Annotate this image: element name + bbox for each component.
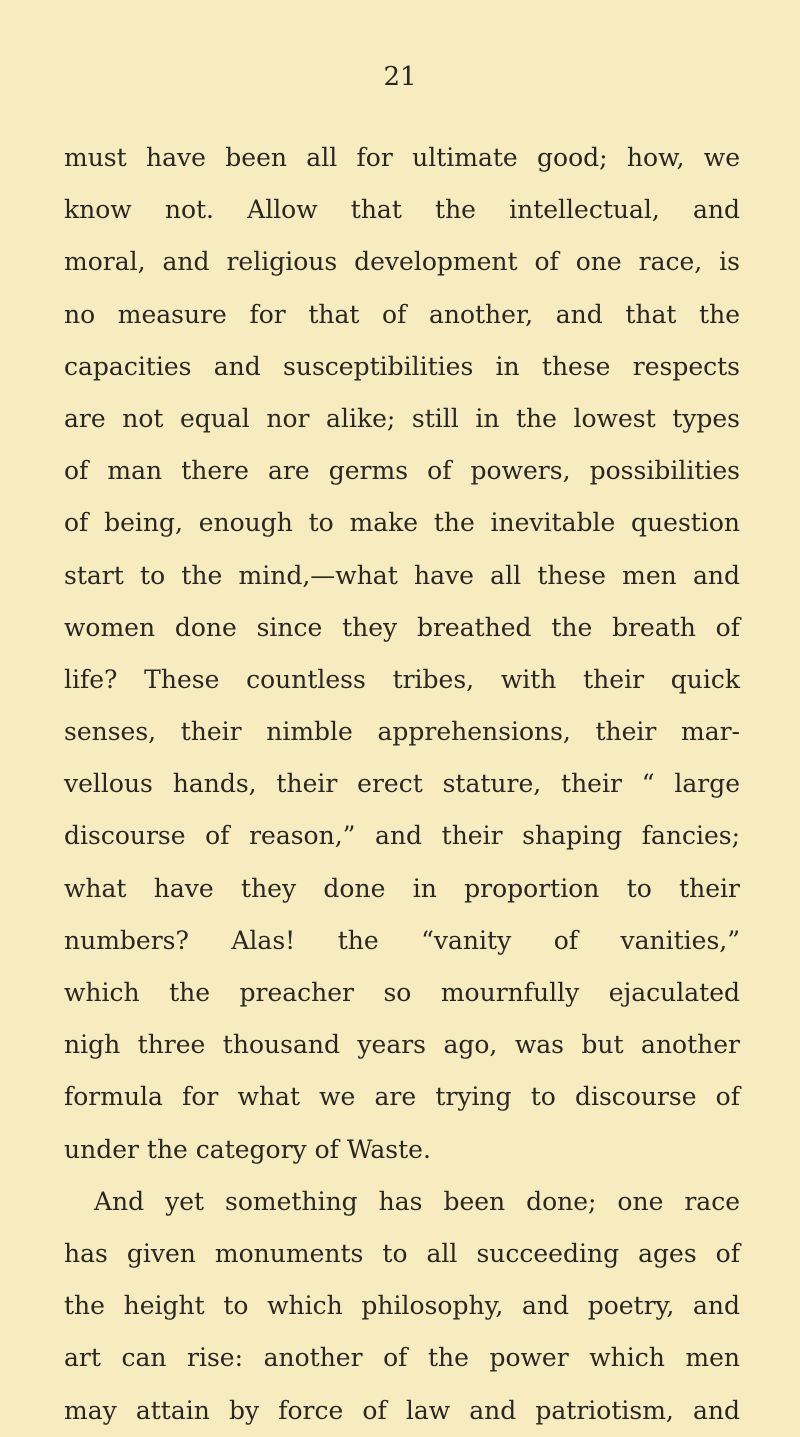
text-line: And yet something has been done; one race bbox=[94, 1186, 740, 1216]
text-line: of man there are germs of powers, possibilities bbox=[64, 456, 740, 486]
text-line: under the category of Waste. bbox=[64, 1134, 431, 1164]
text-line: the height to which philosophy, and poetry, and bbox=[64, 1291, 740, 1321]
text-line: women done since they breathed the breath of bbox=[64, 612, 740, 642]
text-line: numbers? Alas! the “vanity of vanities,” bbox=[64, 925, 740, 955]
text-line: may attain by force of law and patriotism, and bbox=[64, 1395, 740, 1425]
text-line: art can rise: another of the power which men bbox=[64, 1343, 740, 1373]
text-line: which the preacher so mournfully ejaculated bbox=[64, 978, 740, 1007]
text-line: start to the mind,—what have all these men and bbox=[64, 560, 740, 590]
text-line: moral, and religious development of one race, is bbox=[64, 247, 740, 277]
text-line: life? These countless tribes, with their quick bbox=[64, 664, 740, 694]
text-line: no measure for that of another, and that the bbox=[64, 299, 740, 329]
text-line: what have they done in proportion to their bbox=[64, 873, 740, 903]
text-line: formula for what we are trying to discourse of bbox=[64, 1082, 740, 1112]
text-line: discourse of reason,” and their shaping fancies; bbox=[64, 821, 740, 851]
text-line: of being, enough to make the inevitable question bbox=[64, 508, 740, 538]
text-line: has given monuments to all succeeding ages of bbox=[64, 1238, 740, 1268]
text-line: senses, their nimble apprehensions, their mar- bbox=[64, 717, 740, 747]
text-line: know not. Allow that the intellectual, and bbox=[64, 195, 740, 225]
body-text bbox=[64, 132, 740, 1437]
text-line: are not equal nor alike; still in the lowest types bbox=[64, 403, 740, 433]
text-line: must have been all for ultimate good; how, we bbox=[64, 143, 740, 172]
text-line: vellous hands, their erect stature, their “ large bbox=[64, 769, 740, 799]
text-line: nigh three thousand years ago, was but another bbox=[64, 1030, 740, 1060]
text-line: capacities and susceptibilities in these respects bbox=[64, 351, 740, 381]
page-number: 21 bbox=[383, 62, 417, 92]
